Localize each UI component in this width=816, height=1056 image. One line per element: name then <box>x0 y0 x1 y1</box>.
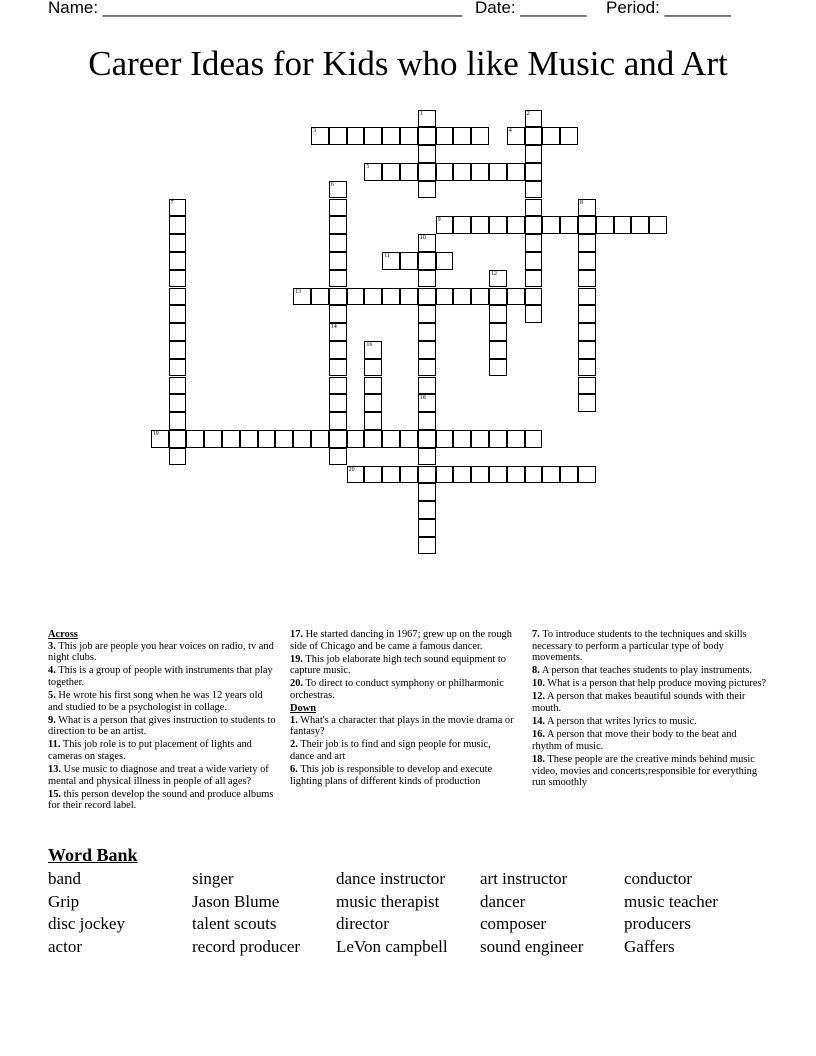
word-bank-item: producers <box>624 914 692 934</box>
grid-cell[interactable] <box>453 466 471 484</box>
grid-cell[interactable] <box>364 412 382 430</box>
grid-cell[interactable] <box>542 466 560 484</box>
grid-cell[interactable] <box>471 163 489 181</box>
clue-down-12: 12. A person that makes beautiful sounds with their mouth. <box>532 691 746 715</box>
grid-cell[interactable] <box>329 234 347 252</box>
grid-cell[interactable] <box>525 252 543 270</box>
grid-cell[interactable] <box>525 163 543 181</box>
grid-cell[interactable] <box>169 288 187 306</box>
grid-cell[interactable] <box>204 430 222 448</box>
grid-cell[interactable] <box>382 288 400 306</box>
grid-cell[interactable] <box>169 305 187 323</box>
grid-cell[interactable] <box>453 127 471 145</box>
grid-cell[interactable] <box>418 466 436 484</box>
grid-cell[interactable] <box>453 163 471 181</box>
grid-cell[interactable] <box>364 341 382 359</box>
grid-cell[interactable] <box>329 359 347 377</box>
grid-cell[interactable] <box>489 288 507 306</box>
grid-cell[interactable] <box>151 430 169 448</box>
cell-number: 14 <box>330 324 337 331</box>
grid-cell[interactable] <box>489 359 507 377</box>
grid-cell[interactable] <box>418 181 436 199</box>
grid-cell[interactable] <box>525 110 543 128</box>
grid-cell[interactable] <box>169 448 187 466</box>
period-field-label: Period: _______ <box>606 0 731 17</box>
grid-cell[interactable] <box>418 359 436 377</box>
grid-cell[interactable] <box>418 501 436 519</box>
grid-cell[interactable] <box>418 145 436 163</box>
word-bank-item: conductor <box>624 869 692 888</box>
grid-cell[interactable] <box>578 305 596 323</box>
grid-cell[interactable] <box>578 377 596 395</box>
grid-cell[interactable] <box>578 199 596 217</box>
grid-cell[interactable] <box>436 288 454 306</box>
grid-cell[interactable] <box>578 252 596 270</box>
grid-cell[interactable] <box>382 466 400 484</box>
grid-cell[interactable] <box>507 127 525 145</box>
grid-cell[interactable] <box>364 394 382 412</box>
grid-cell[interactable] <box>507 216 525 234</box>
clues-column-3 <box>532 629 768 790</box>
grid-cell[interactable] <box>471 288 489 306</box>
word-bank-item: disc jockey <box>48 914 125 934</box>
grid-cell[interactable] <box>169 412 187 430</box>
grid-cell[interactable] <box>489 270 507 288</box>
grid-cell[interactable] <box>347 466 365 484</box>
grid-cell[interactable] <box>311 288 329 306</box>
cell-number: 12 <box>491 270 497 277</box>
grid-cell[interactable] <box>418 323 436 341</box>
grid-cell[interactable] <box>258 430 276 448</box>
grid-cell[interactable] <box>525 127 543 145</box>
grid-cell[interactable] <box>169 252 187 270</box>
grid-cell[interactable] <box>578 323 596 341</box>
page-title: Career Ideas for Kids who like Music and Art <box>88 44 728 83</box>
clue-down-1: 1. What's a character that plays in the movie drama or fantasy? <box>290 714 514 738</box>
grid-cell[interactable] <box>169 270 187 288</box>
grid-cell[interactable] <box>418 305 436 323</box>
grid-cell[interactable] <box>578 288 596 306</box>
grid-cell[interactable] <box>400 430 418 448</box>
word-bank-item: art instructor <box>480 869 568 888</box>
cell-number: 13 <box>295 288 302 295</box>
cell-number: 18 <box>419 395 426 402</box>
grid-cell[interactable] <box>436 216 454 234</box>
cell-number: 6 <box>330 181 334 188</box>
grid-cell[interactable] <box>596 216 614 234</box>
clue-down-6: 6. This job is responsible to develop and execute lighting plans of different kinds of production <box>290 764 493 787</box>
clue-across-3: 3. This job are people you hear voices on radio, tv and night clubs. <box>48 640 274 664</box>
grid-cell[interactable] <box>418 270 436 288</box>
grid-cell[interactable] <box>364 127 382 145</box>
word-bank-item: dancer <box>480 891 526 911</box>
word-bank-item: Grip <box>48 891 80 911</box>
cell-number: 1 <box>419 110 423 117</box>
clues-column-1 <box>48 629 280 813</box>
clue-across-19: 19. This job elaborate high tech sound equipment to capture music. <box>290 653 506 677</box>
grid-cell[interactable] <box>489 163 507 181</box>
word-bank-item: talent scouts <box>192 914 277 934</box>
grid-cell[interactable] <box>436 163 454 181</box>
cell-number: 11 <box>384 252 390 259</box>
grid-cell[interactable] <box>578 341 596 359</box>
word-bank-item: Gaffers <box>624 936 675 956</box>
grid-cell[interactable] <box>329 448 347 466</box>
grid-cell[interactable] <box>453 288 471 306</box>
word-bank-item: LeVon campbell <box>336 936 448 956</box>
grid-cell[interactable] <box>418 377 436 395</box>
grid-cell[interactable] <box>364 359 382 377</box>
grid-cell[interactable] <box>560 216 578 234</box>
grid-cell[interactable] <box>418 483 436 501</box>
grid-cell[interactable] <box>649 216 667 234</box>
clues-column-2 <box>290 629 514 789</box>
down-heading: Down <box>290 703 316 715</box>
clue-down-14: 14. A person that writes lyrics to music. <box>532 716 697 728</box>
grid-cell[interactable] <box>382 127 400 145</box>
clue-down-10: 10. What is a person that help produce moving pictures? <box>532 678 767 690</box>
clue-across-5: 5. He wrote his first song when he was 12 years old and studied to be a psychologist in collage. <box>48 689 263 713</box>
grid-cell[interactable] <box>169 323 187 341</box>
word-bank-item: band <box>48 869 82 888</box>
word-bank-item: sound engineer <box>480 936 584 956</box>
grid-cell[interactable] <box>329 288 347 306</box>
grid-cell[interactable] <box>364 288 382 306</box>
grid-cell[interactable] <box>347 430 365 448</box>
clue-across-4: 4. This is a group of people with instruments that play together. <box>48 665 273 688</box>
grid-cell[interactable] <box>364 430 382 448</box>
grid-cell[interactable] <box>525 181 543 199</box>
word-bank-item: actor <box>48 936 82 956</box>
grid-cell[interactable] <box>507 430 525 448</box>
cell-number: 5 <box>366 163 370 170</box>
grid-cell[interactable] <box>578 270 596 288</box>
grid-cell[interactable] <box>418 110 436 128</box>
grid-cell[interactable] <box>418 448 436 466</box>
cell-number: 9 <box>437 217 441 224</box>
grid-cell[interactable] <box>347 127 365 145</box>
date-field-label: Date: _______ <box>475 0 587 17</box>
grid-cell[interactable] <box>453 430 471 448</box>
grid-cell[interactable] <box>507 466 525 484</box>
grid-cell[interactable] <box>169 377 187 395</box>
grid-cell[interactable] <box>240 430 258 448</box>
grid-cell[interactable] <box>186 430 204 448</box>
grid-cell[interactable] <box>525 199 543 217</box>
clue-down-7: 7. To introduce students to the techniques and skills necessary to perform a particular type of body movements. <box>532 629 747 664</box>
grid-cell[interactable] <box>418 412 436 430</box>
grid-cell[interactable] <box>489 216 507 234</box>
grid-cell[interactable] <box>329 323 347 341</box>
grid-cell[interactable] <box>418 163 436 181</box>
clue-across-9: 9. What is a person that gives instruction to students to direction to be an artist. <box>48 714 276 738</box>
grid-cell[interactable] <box>525 466 543 484</box>
grid-cell[interactable] <box>631 216 649 234</box>
grid-cell[interactable] <box>507 288 525 306</box>
grid-cell[interactable] <box>329 412 347 430</box>
word-bank-item: record producer <box>192 936 301 956</box>
grid-cell[interactable] <box>578 466 596 484</box>
grid-cell[interactable] <box>525 288 543 306</box>
grid-cell[interactable] <box>578 234 596 252</box>
grid-cell[interactable] <box>329 430 347 448</box>
grid-cell[interactable] <box>418 430 436 448</box>
grid-cell[interactable] <box>169 199 187 217</box>
grid-cell[interactable] <box>489 430 507 448</box>
grid-cell[interactable] <box>471 127 489 145</box>
clue-across-11: 11. This job role is to put placement of lights and cameras on stages. <box>48 739 252 762</box>
grid-cell[interactable] <box>453 216 471 234</box>
grid-cell[interactable] <box>471 430 489 448</box>
grid-cell[interactable] <box>347 288 365 306</box>
grid-cell[interactable] <box>436 252 454 270</box>
word-bank-item: dance instructor <box>336 869 446 888</box>
grid-cell[interactable] <box>436 466 454 484</box>
grid-cell[interactable] <box>525 216 543 234</box>
word-bank-item: composer <box>480 914 547 934</box>
name-field-label: Name: ______________________________________ <box>48 0 463 17</box>
grid-cell[interactable] <box>507 163 525 181</box>
clue-down-8: 8. A person that teaches students to play instruments. <box>532 665 752 677</box>
grid-cell[interactable] <box>400 127 418 145</box>
grid-cell[interactable] <box>329 127 347 145</box>
grid-cell[interactable] <box>311 127 329 145</box>
grid-cell[interactable] <box>418 234 436 252</box>
grid-cell[interactable] <box>418 252 436 270</box>
grid-cell[interactable] <box>436 430 454 448</box>
grid-cell[interactable] <box>578 359 596 377</box>
grid-cell[interactable] <box>364 377 382 395</box>
grid-cell[interactable] <box>169 394 187 412</box>
grid-cell[interactable] <box>169 430 187 448</box>
word-bank-item: singer <box>192 869 234 888</box>
grid-cell[interactable] <box>418 537 436 555</box>
grid-cell[interactable] <box>382 430 400 448</box>
grid-cell[interactable] <box>364 163 382 181</box>
grid-cell[interactable] <box>489 323 507 341</box>
word-bank-item: Jason Blume <box>192 891 280 911</box>
grid-cell[interactable] <box>560 127 578 145</box>
grid-cell[interactable] <box>542 216 560 234</box>
grid-cell[interactable] <box>578 216 596 234</box>
grid-cell[interactable] <box>471 466 489 484</box>
grid-cell[interactable] <box>471 216 489 234</box>
grid-cell[interactable] <box>293 430 311 448</box>
grid-cell[interactable] <box>418 519 436 537</box>
grid-cell[interactable] <box>578 394 596 412</box>
grid-cell[interactable] <box>329 216 347 234</box>
clue-across-15: 15. this person develop the sound and produce albums for their record label. <box>48 788 274 812</box>
cell-number: 4 <box>508 128 512 135</box>
across-heading: Across <box>48 629 78 640</box>
clue-across-13: 13. Use music to diagnose and treat a wide variety of mental and physical illness in people of all ages? <box>48 764 269 787</box>
grid-cell[interactable] <box>418 127 436 145</box>
clue-down-2: 2. Their job is to find and sign people for music, dance and art <box>290 739 491 762</box>
cell-number: 7 <box>170 199 174 206</box>
grid-cell[interactable] <box>525 234 543 252</box>
grid-cell[interactable] <box>560 466 578 484</box>
grid-cell[interactable] <box>400 288 418 306</box>
grid-cell[interactable] <box>275 430 293 448</box>
word-bank-item: director <box>336 914 389 934</box>
grid-cell[interactable] <box>293 288 311 306</box>
grid-cell[interactable] <box>400 163 418 181</box>
grid-cell[interactable] <box>382 163 400 181</box>
grid-cell[interactable] <box>222 430 240 448</box>
grid-cell[interactable] <box>525 270 543 288</box>
grid-cell[interactable] <box>489 341 507 359</box>
grid-cell[interactable] <box>418 288 436 306</box>
grid-cell[interactable] <box>329 270 347 288</box>
cell-number: 8 <box>580 199 583 206</box>
word-bank <box>48 868 788 958</box>
grid-cell[interactable] <box>614 216 632 234</box>
grid-cell[interactable] <box>329 181 347 199</box>
cell-number: 19 <box>152 430 159 437</box>
word-bank-item: music teacher <box>624 891 718 911</box>
word-bank-item: music therapist <box>336 891 440 911</box>
grid-cell[interactable] <box>542 127 560 145</box>
grid-cell[interactable] <box>418 341 436 359</box>
grid-cell[interactable] <box>169 234 187 252</box>
grid-cell[interactable] <box>525 145 543 163</box>
clue-across-17: 17. He started dancing in 1967; grew up on the rough side of Chicago and be came a famous dancer. <box>290 629 512 652</box>
grid-cell[interactable] <box>400 466 418 484</box>
grid-cell[interactable] <box>329 252 347 270</box>
grid-cell[interactable] <box>489 466 507 484</box>
grid-cell[interactable] <box>418 394 436 412</box>
clue-down-18: 18. These people are the creative minds behind music video, movies and concerts;responsible for everything run smoothly <box>532 753 758 789</box>
cell-number: 10 <box>419 235 426 242</box>
clue-across-20: 20. To direct to conduct symphony or philharmonic orchestras. <box>290 678 504 701</box>
cell-number: 20 <box>348 466 355 473</box>
grid-cell[interactable] <box>329 305 347 323</box>
grid-cell[interactable] <box>169 341 187 359</box>
grid-cell[interactable] <box>329 199 347 217</box>
grid-cell[interactable] <box>169 359 187 377</box>
grid-cell[interactable] <box>169 216 187 234</box>
grid-cell[interactable] <box>364 466 382 484</box>
grid-cell[interactable] <box>311 430 329 448</box>
word-bank-title: Word Bank <box>48 845 138 865</box>
grid-cell[interactable] <box>329 341 347 359</box>
cell-number: 16 <box>366 341 373 348</box>
cell-number: 2 <box>526 110 530 117</box>
grid-cell[interactable] <box>329 394 347 412</box>
grid-cell[interactable] <box>525 305 543 323</box>
grid-cell[interactable] <box>382 252 400 270</box>
cell-number: 3 <box>313 128 316 135</box>
grid-cell[interactable] <box>489 305 507 323</box>
grid-cell[interactable] <box>400 252 418 270</box>
grid-cell[interactable] <box>436 127 454 145</box>
grid-cell[interactable] <box>525 430 543 448</box>
grid-cell[interactable] <box>329 377 347 395</box>
clue-down-16: 16. A person that move their body to the beat and rhythm of music. <box>532 729 737 752</box>
